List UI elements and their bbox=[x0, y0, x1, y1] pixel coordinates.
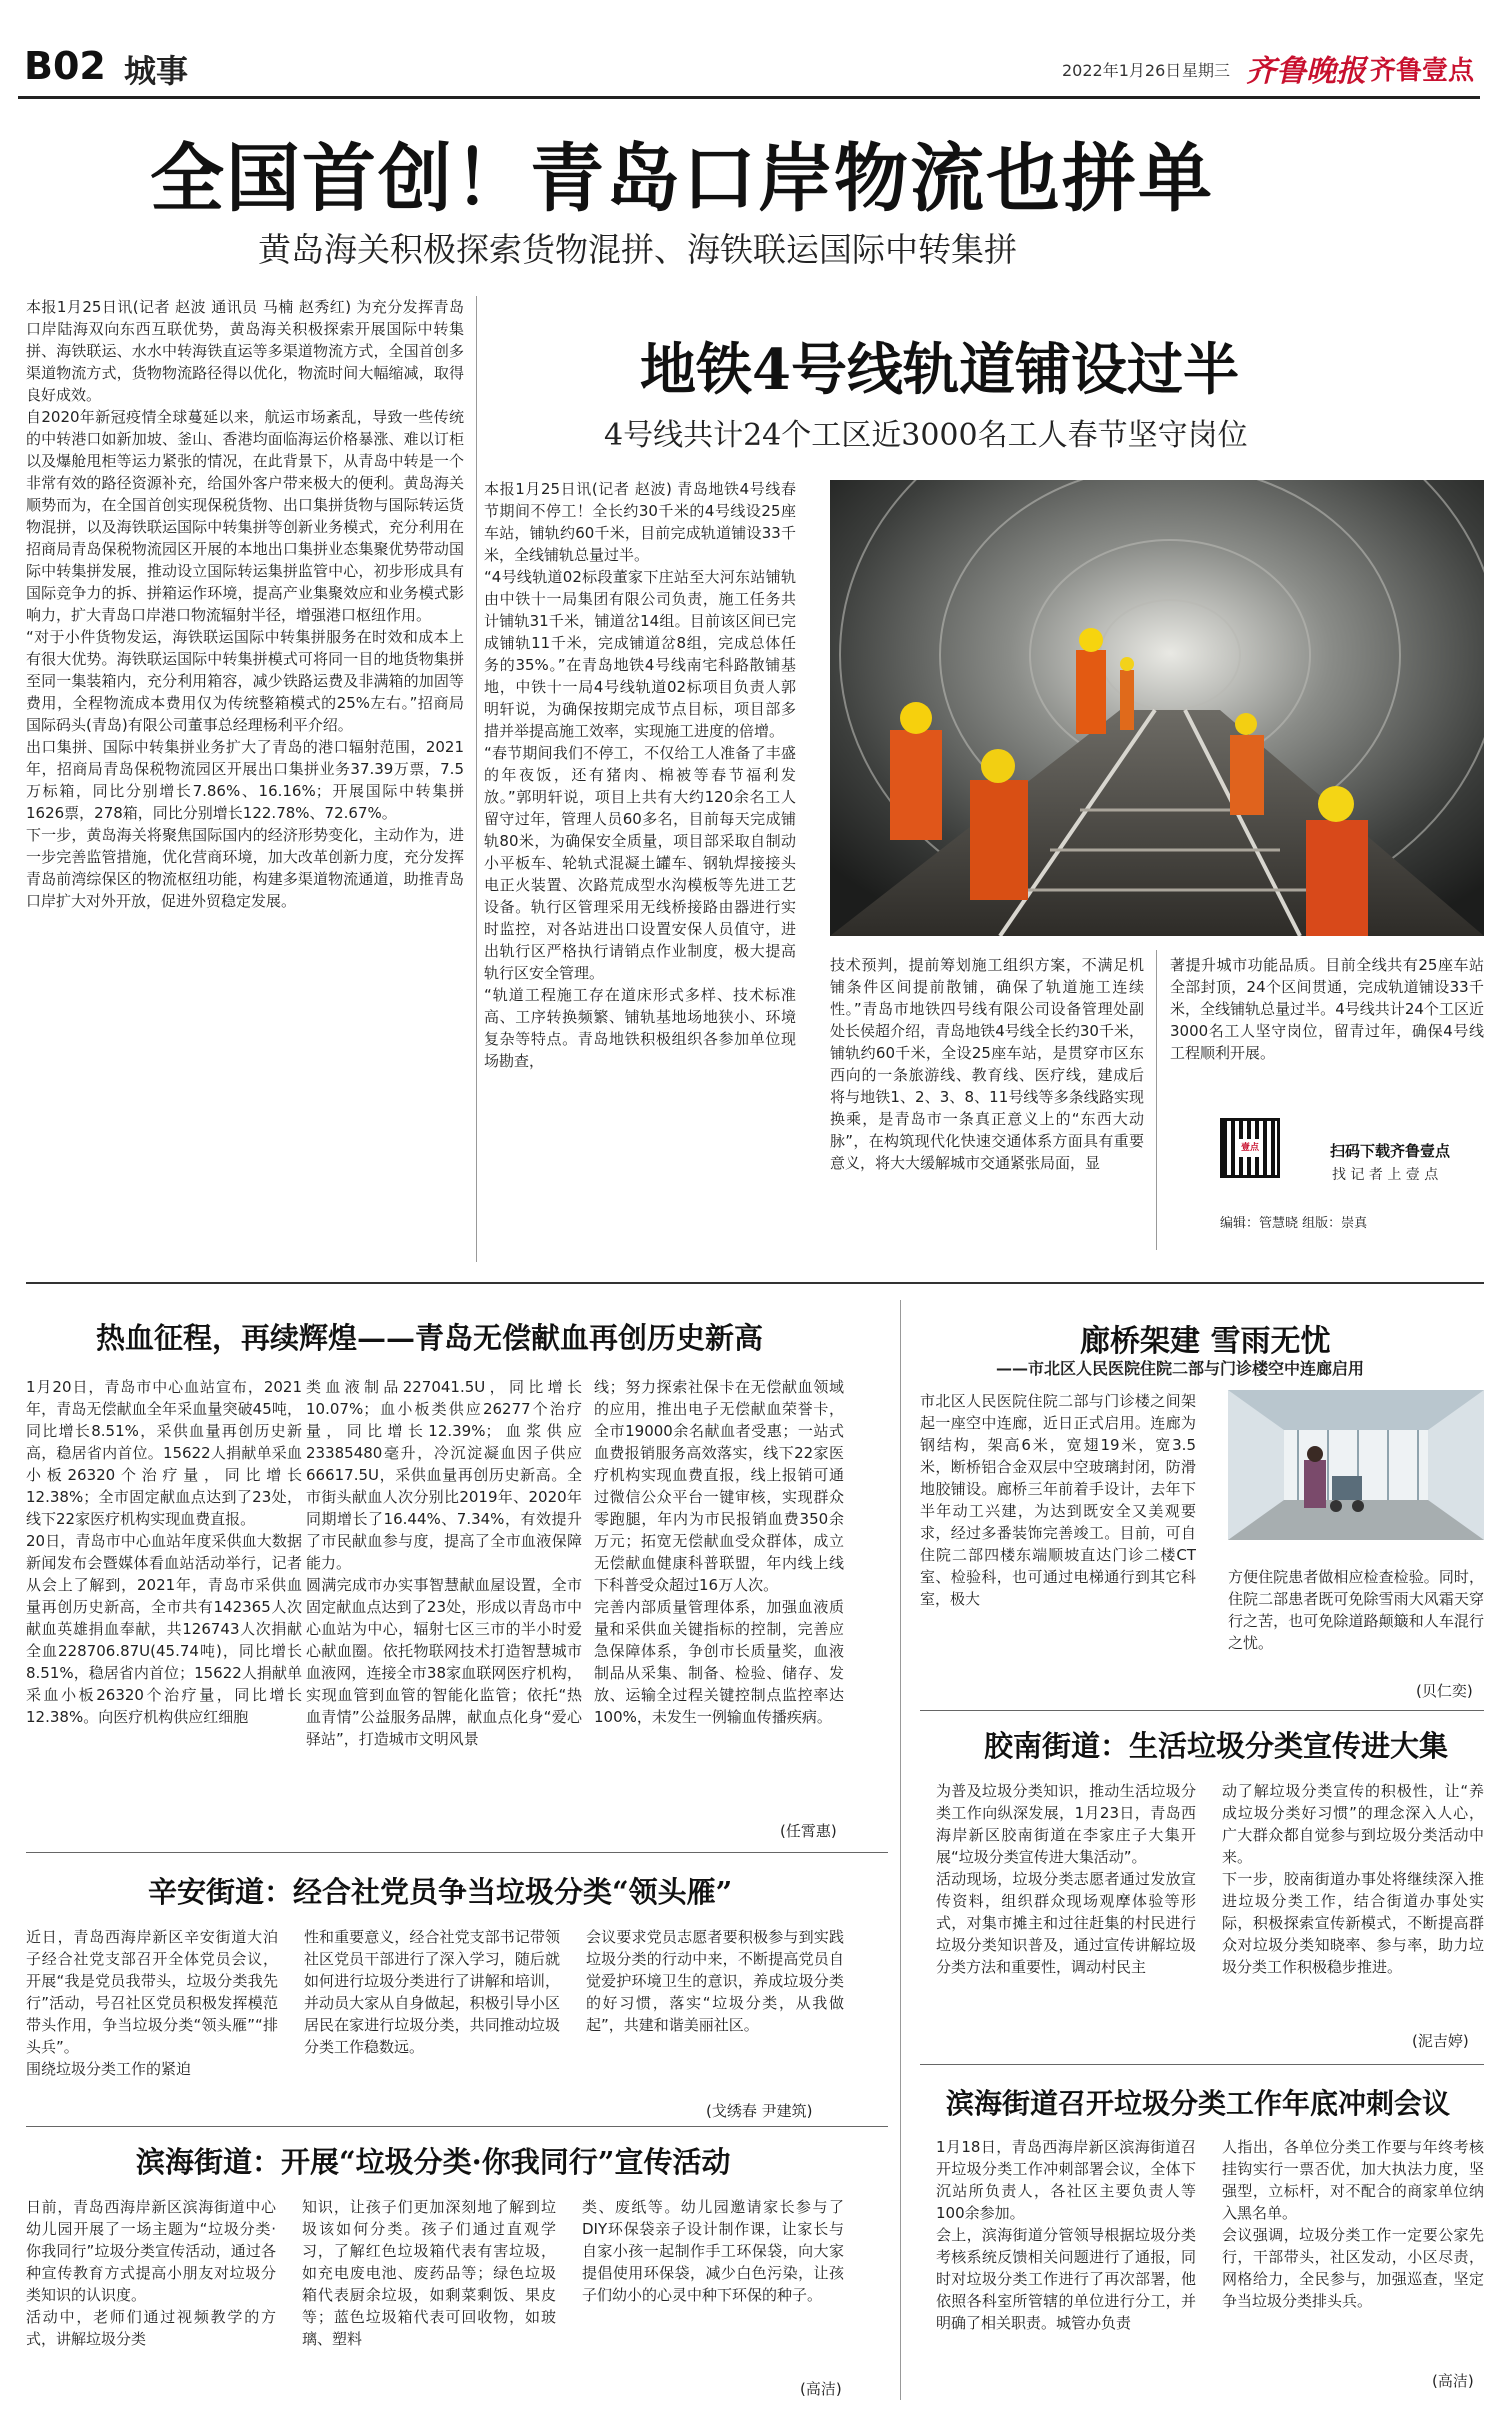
story6-col2: 知识，让孩子们更加深刻地了解到垃圾该如何分类。孩子们通过直观学习，了解红色垃圾箱代表有害垃圾，如充电废电池、废药品等；绿色垃圾箱代表厨余垃圾，如剩菜剩饭、果皮等；蓝色垃圾箱代表可回收物，如玻璃、塑料 bbox=[302, 2198, 556, 2348]
story2-subheadline: 4号线共计24个工区近3000名工人春节坚守岗位 bbox=[604, 418, 1248, 453]
story1-subheadline: 黄岛海关积极探索货物混拼、海铁联运国际中转集拼 bbox=[258, 230, 1017, 269]
issue-date: 2022年1月26日 bbox=[1062, 61, 1182, 80]
app-logo: 齐鲁壹点 bbox=[1370, 56, 1475, 86]
subway-track-photo bbox=[830, 480, 1484, 936]
story7-credit: (泥吉婷) bbox=[1412, 2032, 1469, 2050]
story4-credit: (贝仁奕) bbox=[1416, 1682, 1473, 1700]
qr-label: 扫码下载齐鲁壹点 bbox=[1330, 1142, 1451, 1160]
issue-weekday: 星期三 bbox=[1182, 61, 1231, 80]
story3-col2: 类血液制品227041.5U，同比增长10.07%；血小板类供应26277个治疗量，同比增长12.39%；血浆供应23385480毫升，冷沉淀凝血因子供应66617.5U，采供血量再创历史新高。全市街头献血人次分别比2019年、2020年同期增长了16.44%、7.34%，有效提升了市民献血参与度，提高了全市血液保障能力。 圆满完成市办实事智慧献血屋设置，全市固定献血点达到了23处，形成以青岛市中心血站为中心，辐射七区三市的半小时爱心献血圈。依托物联网技术打造智慧城市血液网，连接全市38家血联网医疗机构，实现血管到血管的智能化监管；依托“热血青情”公益服务品牌，献血点化身“爱心驿站”，打造城市文明风景 bbox=[306, 1378, 582, 1748]
story7-right: 动了解垃圾分类宣传的积极性，让“养成垃圾分类好习惯”的理念深入人心，广大群众都自觉参与到垃圾分类活动中来。 下一步，胶南街道办事处将继续深入推进垃圾分类工作，结合街道办事处实际，积极探索宣传新模式，不断提高群众对垃圾分类知晓率、参与率，助力垃圾分类工作积极稳步推进。 bbox=[1222, 1782, 1484, 1976]
story6-headline: 滨海街道：开展“垃圾分类·你我同行”宣传活动 bbox=[136, 2145, 731, 2179]
story5-col2: 性和重要意义，经合社党支部书记带领社区党员干部进行了深入学习，随后就如何进行垃圾分类进行了讲解和培训，并动员大家从自身做起，积极引导小区居民在家进行垃圾分类，共同推动垃圾分类工作稳数远。 bbox=[304, 1928, 560, 2056]
story4-right: 方便住院患者做相应检查检验。同时，住院二部患者既可免除雪雨大风霜天穿行之苦，也可免除道路颠簸和人车混行之忧。 bbox=[1228, 1568, 1484, 1652]
story6-credit: (高洁) bbox=[800, 2380, 842, 2398]
story1-divider bbox=[476, 296, 477, 1262]
story4-subheadline: ——市北区人民医院住院二部与门诊楼空中连廊启用 bbox=[996, 1359, 1365, 1378]
story5-headline: 辛安街道：经合社党员争当垃圾分类“领头雁” bbox=[148, 1875, 733, 1909]
story8-right: 人指出，各单位分类工作要与年终考核挂钩实行一票否优，加大执法力度，坚强型，立标杆，对不配合的商家单位纳入黑名单。 会议强调，垃圾分类工作一定要公家先行，干部带头，社区发动，小区尽责，网格给力，全民参与，加强巡查，坚定争当垃圾分类排头兵。 bbox=[1222, 2138, 1484, 2310]
section-rule-story6 bbox=[26, 2126, 888, 2127]
section-rule-story5 bbox=[26, 1852, 888, 1853]
corridor-photo bbox=[1228, 1390, 1484, 1540]
story8-headline: 滨海街道召开垃圾分类工作年底冲刺会议 bbox=[946, 2087, 1451, 2120]
vertical-divider bbox=[900, 1300, 901, 2400]
story8-left: 1月18日，青岛西海岸新区滨海街道召开垃圾分类工作冲刺部署会议，全体下沉站所负责人，各社区主要负责人等100余参加。 会上，滨海街道分管领导根据垃圾分类考核系统反馈相关问题进行了通报，同时对垃圾分类工作进行了再次部署，他依照各科室所管辖的单位进行分工，并明确了相关职责。城管办负责 bbox=[936, 2138, 1196, 2332]
section-rule-1 bbox=[26, 1282, 1484, 1284]
editor-credit: 编辑：管慧晓 组版：崇真 bbox=[1220, 1216, 1368, 1231]
tunnel-illustration bbox=[830, 480, 1484, 936]
story2-col3: 著提升城市功能品质。目前全线共有25座车站全部封顶，24个区间贯通，完成轨道铺设33千米，全线铺轨总量过半。4号线共计24个工区近3000名工人坚守岗位，留青过年，确保4号线工程顺利开展。 bbox=[1170, 956, 1484, 1062]
masthead bbox=[0, 0, 1500, 90]
paper-logo: 齐鲁晚报 bbox=[1246, 54, 1366, 89]
story1-headline: 全国首创！青岛口岸物流也拼单 bbox=[150, 136, 1214, 222]
story6-col1: 日前，青岛西海岸新区滨海街道中心幼儿园开展了一场主题为“垃圾分类·你我同行”垃圾分类宣传活动，通过各种宣传教育方式提高小朋友对垃圾分类知识的认识度。 活动中，老师们通过视频教学的方式，讲解垃圾分类 bbox=[26, 2198, 276, 2348]
story5-col1: 近日，青岛西海岸新区辛安街道大泊子经合社党支部召开全体党员会议，开展“我是党员我带头，垃圾分类我先行”活动，号召社区党员积极发挥模范带头作用，争当垃圾分类“领头雁”“排头兵”。 围绕垃圾分类工作的紧迫 bbox=[26, 1928, 278, 2078]
corridor-illustration bbox=[1228, 1390, 1484, 1540]
story3-col1: 1月20日，青岛市中心血站宣布，2021年，青岛无偿献血全年采血量突破45吨，同比增长8.51%，采供血量再创历史新高，稳居省内首位。15622人捐献单采血小板26320个治疗量，同比增长12.38%；全市固定献血点达到了23处，线下22家医疗机构实现血费直报。 20日，青岛市中心血站年度采供血大数据新闻发布会暨媒体看血站活动举行，记者从会上了解到，2021年，青岛市采供血量再创历史新高，全市共有142365人次献血英雄捐血奉献，共126743人次捐献全血228706.87U(45.74吨)，同比增长8.51%，稳居省内首位；15622人捐献单采血小板26320个治疗量，同比增长12.38%。向医疗机构供应红细胞 bbox=[26, 1378, 302, 1726]
story3-headline: 热血征程，再续辉煌——青岛无偿献血再创历史新高 bbox=[96, 1321, 764, 1355]
story2-col2: 技术预判，提前筹划施工组织方案，不满足机铺条件区间提前散铺，确保了轨道施工连续性。”青岛市地铁四号线有限公司设备管理处副处长侯超介绍，青岛地铁4号线全长约30千米，铺轨约60千米，全设25座车站，是贯穿市区东西向的一条旅游线、教育线、医疗线，建成后将与地铁1、2、3、8、11号线等多条线路实现换乘，是青岛市一条真正意义上的“东西大动脉”，在构筑现代化快速交通体系方面具有重要意义，将大大缓解城市交通紧张局面，显 bbox=[830, 956, 1144, 1172]
story2-headline: 地铁4号线轨道铺设过半 bbox=[640, 337, 1239, 403]
story4-left: 市北区人民医院住院二部与门诊楼之间架起一座空中连廊，近日正式启用。连廊为钢结构，架高6米，宽翅19米，宽3.5米，断桥铝合金双层中空玻璃封闭，防滑地胶铺设。廊桥三年前着手设计，去年下半年动工兴建，为达到既安全又美观要求，经过多番装饰完善竣工。目前，可自住院二部四楼东端顺坡直达门诊二楼CT室、检验科，也可通过电梯通行到其它科室，极大 bbox=[920, 1392, 1196, 1608]
story5-credit: (戈绣春 尹建筑) bbox=[706, 2102, 813, 2120]
header-rule bbox=[18, 96, 1480, 99]
qr-code[interactable] bbox=[1220, 1118, 1280, 1178]
story2-col-divider bbox=[1156, 950, 1157, 1250]
section-rule-story7 bbox=[920, 1710, 1484, 1711]
page-number: B02 bbox=[24, 44, 106, 88]
story7-headline: 胶南街道：生活垃圾分类宣传进大集 bbox=[984, 1729, 1449, 1763]
story1-body: 本报1月25日讯(记者 赵波 通讯员 马楠 赵秀红) 为充分发挥青岛口岸陆海双向东西互联优势，黄岛海关积极探索开展国际中转集拼、海铁联运、水水中转海铁直运等多渠道物流方式，全国首创多渠道物流方式，货物物流路径得以优化，物流时间大幅缩减，取得良好成效。 自2020年新冠疫情全球蔓延以来，航运市场紊乱，导致一些传统的中转港口如新加坡、釜山、香港均面临海运价格暴涨、难以订柜以及爆舱甩柜等运力紧张的情况，在此背景下，从青岛中转是一个非常有效的路径资源补充，给国外客户带来极大的便利。黄岛海关顺势而为，在全国首创实现保税货物、出口集拼货物与国际转运货物混拼，以及海铁联运国际中转集拼等创新业务模式，充分利用在招商局青岛保税物流园区开展的本地出口集拼业态集聚优势带动国际中转集拼发展，推动设立国际转运集拼监管中心，初步形成具有国际竞争力的拆、拼箱运作环境，提高产业集聚效应和业务模式影响力，扩大青岛口岸港口物流辐射半径，增强港口枢纽作用。 “对于小件货物发运，海铁联运国际中转集拼服务在时效和成本上有很大优势。海铁联运国际中转集拼模式可将同一目的地货物集拼至同一集装箱内，充分利用箱容，减少铁路运费及非满箱的加固等费用，全程物流成本费用仅为传统整箱模式的25%左右。”招商局国际码头(青岛)有限公司董事总经理杨利平介绍。 出口集拼、国际中转集拼业务扩大了青岛的港口辐射范围，2021年，招商局青岛保税物流园区开展出口集拼业务37.39万票，7.5万标箱，同比分别增长7.86%、16.16%；开展国际中转集拼1626票，278箱，同比分别增长122.78%、72.67%。 下一步，黄岛海关将聚焦国际国内的经济形势变化，主动作为，进一步完善监管措施，优化营商环境，加大改革创新力度，充分发挥青岛前湾综保区的物流枢纽功能，构建多渠道物流通道，助推青岛口岸扩大对外开放，促进外贸稳定发展。 bbox=[26, 298, 464, 910]
story2-col1: 本报1月25日讯(记者 赵波) 青岛地铁4号线春节期间不停工！全长约30千米的4号线设25座车站，铺轨约60千米，目前完成轨道铺设33千米，全线铺轨总量过半。 “4号线轨道02标段董家下庄站至大河东站铺轨由中铁十一局集团有限公司负责，施工任务共计铺轨31千米，铺道岔14组。目前该区间已完成铺轨11千米，完成铺道岔8组，完成总体任务的35%。”在青岛地铁4号线南宅科路散铺基地，中铁十一局4号线轨道02标项目负责人郭明轩说，为确保按期完成节点目标，项目部多措并举提高施工效率，实现施工进度的倍增。 “春节期间我们不停工，不仅给工人准备了丰盛的年夜饭，还有猪肉、棉被等春节福利发放。”郭明轩说，项目上共有大约120余名工人留守过年，管理人员60多名，目前每天完成铺轨80米，为确保安全质量，项目部采取自制动小平板车、轮轨式混凝土罐车、钢轨焊接接头电正火装置、次路荒成型水沟模板等先进工艺设备。轨行区管理采用无线桥接路由器进行实时监控，对各站进出口设置安保人员值守，进出轨行区严格执行请销点作业制度，极大提高轨行区安全管理。 “轨道工程施工存在道床形式多样、技术标准高、工序转换频繁、铺轨基地场地狭小、环境复杂等特点。青岛地铁积极组织各参加单位现场勘查， bbox=[484, 480, 796, 1070]
section-name: 城事 bbox=[124, 52, 189, 90]
story3-credit: (任霄惠) bbox=[780, 1822, 837, 1840]
story8-credit: (高洁) bbox=[1432, 2372, 1474, 2390]
section-rule-story8 bbox=[920, 2064, 1484, 2065]
story7-left: 为普及垃圾分类知识，推动生活垃圾分类工作向纵深发展，1月23日，青岛西海岸新区胶南街道在李家庄子大集开展“垃圾分类宣传进大集活动”。 活动现场，垃圾分类志愿者通过发放宣传资料，组织群众现场观摩体验等形式，对集市摊主和过往赶集的村民进行垃圾分类知识普及，通过宣传讲解垃圾分类方法和重要性，调动村民主 bbox=[936, 1782, 1196, 1976]
story4-headline: 廊桥架建 雪雨无忧 bbox=[1080, 1324, 1331, 1359]
story6-col3: 类、废纸等。幼儿园邀请家长参与了DIY环保袋亲子设计制作课，让家长与自家小孩一起制作手工环保袋，向大家提倡使用环保袋，减少白色污染，让孩子们幼小的心灵中种下环保的种子。 bbox=[582, 2198, 844, 2304]
story5-col3: 会议要求党员志愿者要积极参与到实践垃圾分类的行动中来，不断提高党员自觉爱护环境卫生的意识，养成垃圾分类的好习惯，落实“垃圾分类，从我做起”，共建和谐美丽社区。 bbox=[586, 1928, 844, 2034]
qr-sublabel: 找 记 者 上 壹 点 bbox=[1332, 1167, 1439, 1183]
qr-center-mark: 壹点 bbox=[1237, 1139, 1263, 1157]
story3-col3: 线；努力探索社保卡在无偿献血领域的应用，推出电子无偿献血荣誉卡，全市19000余名献血者受惠；一站式血费报销服务高效落实，线下22家医疗机构实现血费直报，线上报销可通过微信公众平台一键审核，实现群众零跑腿，年内为市民报销血费350余万元；拓宽无偿献血受众群体，成立无偿献血健康科普联盟，年内线上线下科普受众超过16万人次。 完善内部质量管理体系，加强血液质量和采供血关键指标的控制，完善应急保障体系，争创市长质量奖，血液制品从采集、制备、检验、储存、发放、运输全过程关键控制点监控率达100%，未发生一例输血传播疾病。 bbox=[594, 1378, 844, 1726]
